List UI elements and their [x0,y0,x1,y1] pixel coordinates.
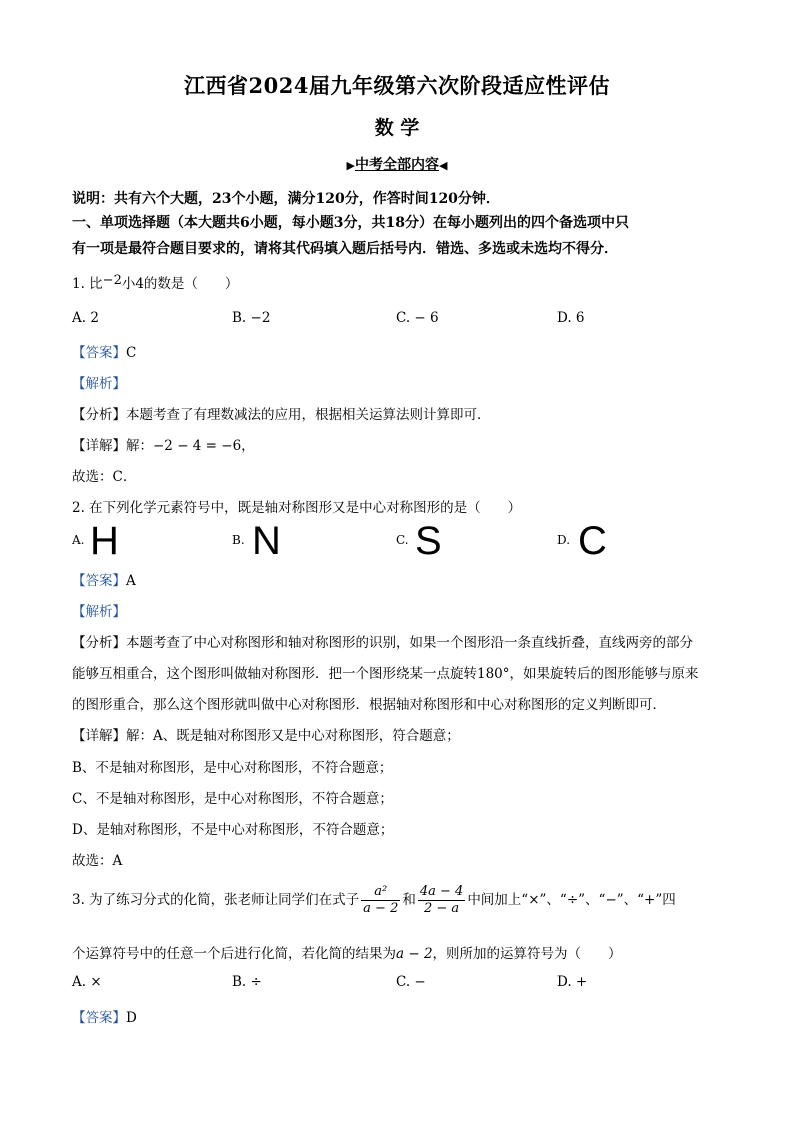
q3-stem-line2-pre: 个运算符号中的任意一个后进行化简，若化简的结果为 [72,946,396,962]
q2-detail-d: D、是轴对称图形，不是中心对称图形，不符合题意； [72,822,394,838]
xiangjie-tag: 【详解】 [72,438,126,454]
fenxi-tag: 【分析】 [72,407,126,423]
right-triangle-icon: ▶ [346,159,355,172]
left-triangle-icon: ◀ [439,159,448,172]
answer-tag: 【答案】 [72,573,126,589]
q2-fenxi-line1 [72,631,693,651]
analysis-tag: 【解析】 [72,376,126,392]
q1-option-a: A. 2 [72,310,99,326]
q2-detail-c: C、不是轴对称图形，是中心对称图形，不符合题意； [72,791,393,807]
q3-frac1-numerator: a² [361,884,400,901]
q2-xiangjie [72,724,460,744]
q2-option-c-label: C. [396,533,409,547]
q3-option-b: B. ÷ [232,974,262,990]
q3-fraction-2 [418,884,465,917]
q1-answer-value: C [126,345,137,361]
q2-option-d-symbol: C [578,519,607,563]
q2-fenxi-line3: 的图形重合，那么这个图形就叫做中心对称图形．根据轴对称图形和中心对称图形的定义判断即可． [72,697,666,713]
q3-stem-line1 [72,884,676,917]
q2-option-b-label: B. [232,533,245,547]
xiangjie-tag: 【详解】 [72,728,126,744]
q2-answer [72,569,136,589]
q1-fenxi [72,403,491,423]
q2-analysis-heading [72,600,126,620]
q3-stem-post: 中间加上“×”、“÷”、“−”、“+”四 [467,892,676,908]
q2-fenxi-text1: 本题考查了中心对称图形和轴对称图形的识别，如果一个图形沿一条直线折叠，直线两旁的部分 [126,635,693,651]
section1-line2: 有一项是最符合题目要求的，请将其代码填入题后括号内．错选、多选或未选均不得分． [72,241,618,257]
document-title: 江西省2024届九年级第六次阶段适应性评估 [184,73,610,98]
q3-stem-line2 [72,942,622,962]
section1-line1: 一、单项选择题（本大题共6小题，每小题3分，共18分）在每小题列出的四个备选项中只 [72,215,629,231]
q3-result-expression: a − 2 [396,946,433,962]
q2-answer-value: A [126,573,136,589]
q1-option-d: D. 6 [557,310,585,326]
q1-conclusion: 故选：C． [72,469,137,485]
q3-frac2-numerator: 4a − 4 [419,884,464,899]
scope-label: 中考全部内容 [355,157,439,173]
q1-answer [72,341,136,361]
q3-frac2-denominator: 2 − a [423,901,460,916]
q3-option-a: A. × [72,974,102,990]
q1-stem-pre: 1. 比 [72,276,103,292]
q1-stem [72,272,238,292]
scope-line [0,154,794,174]
q1-option-c: C. − 6 [396,310,439,326]
q2-option-a-symbol: H [90,519,119,563]
q3-fraction-1 [361,884,400,917]
q2-detail-a: 解：A、既是轴对称图形又是中心对称图形，符合题意； [126,728,460,744]
exam-note: 说明：共有六个大题，23个小题，满分120分，作答时间120分钟． [72,191,500,207]
analysis-tag: 【解析】 [72,604,126,620]
q2-conclusion: 故选：A [72,853,123,869]
subject-title: 数 学 [374,117,420,139]
q2-option-d-label: D. [557,533,571,547]
q2-stem: 2. 在下列化学元素符号中，既是轴对称图形又是中心对称图形的是（ ） [72,500,522,516]
q3-frac1-denominator: a − 2 [363,901,399,916]
q3-answer-value: D [126,1010,137,1026]
q3-stem-pre: 3. 为了练习分式的化简，张老师让同学们在式子 [72,892,360,908]
q3-option-d: D. + [557,974,588,990]
q3-stem-line2-post: ，则所加的运算符号为（ ） [432,946,622,962]
q1-stem-num: −2 [102,273,122,288]
q2-option-b-symbol: N [252,519,281,563]
q3-answer [72,1006,137,1026]
q1-xiangjie [72,434,255,454]
answer-tag: 【答案】 [72,345,126,361]
q3-and-word: 和 [402,892,416,908]
q1-option-b: B. −2 [232,310,271,326]
q2-option-c-symbol: S [415,519,442,563]
q1-stem-post: 小4的数是（ ） [121,276,239,292]
q1-fenxi-text: 本题考查了有理数减法的应用，根据相关运算法则计算即可． [126,407,491,423]
fenxi-tag: 【分析】 [72,635,126,651]
q1-analysis-heading [72,372,126,392]
q2-detail-b: B、不是轴对称图形，是中心对称图形，不符合题意； [72,760,393,776]
answer-tag: 【答案】 [72,1010,126,1026]
q3-option-c: C. − [396,974,426,990]
q2-option-a-label: A. [72,533,85,547]
q2-fenxi-line2: 能够互相重合，这个图形叫做轴对称图形．把一个图形绕某一点旋转180°，如果旋转后的图形能够与原来 [72,666,699,682]
q1-xiangjie-text: 解：−2 − 4 = −6， [126,438,255,454]
